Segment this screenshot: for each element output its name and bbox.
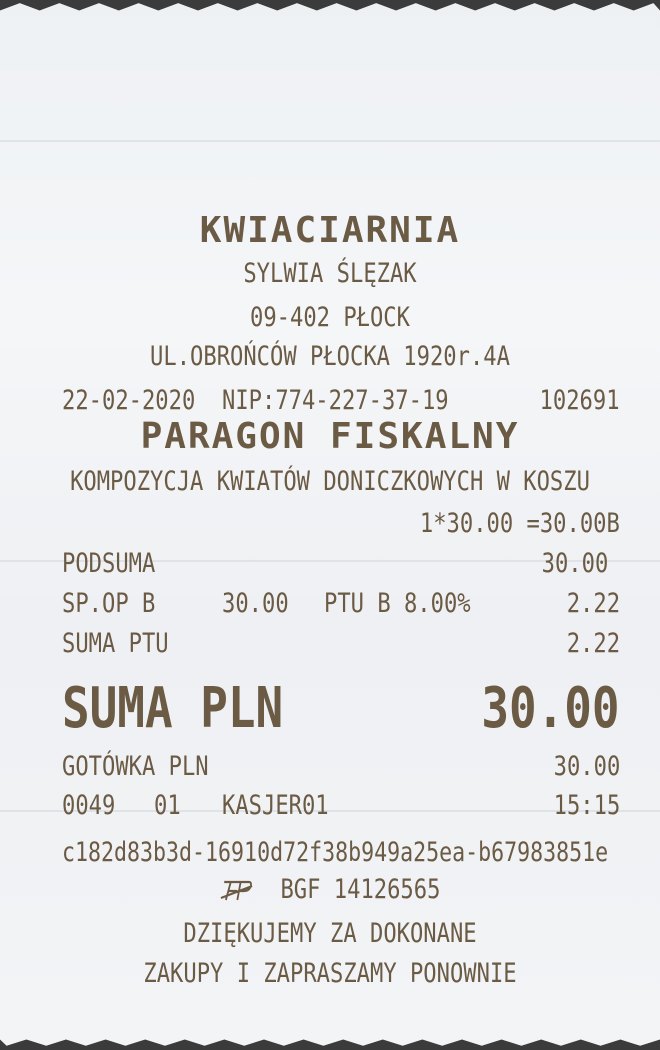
sum-ptu-label: SUMA PTU [62,628,169,659]
cash-label: GOTÓWKA PLN [62,751,209,782]
cashier-id: KASJER01 [222,790,329,821]
ptu-value: 2.22 [566,588,620,619]
cash-value: 30.00 [553,751,620,782]
sum-ptu-value: 2.22 [566,628,620,659]
item-qty-price: 1*30.00 =30.00B [420,508,620,539]
till-sub-number: 01 [154,790,181,821]
cash-row [62,750,620,784]
receipt-time: 15:15 [553,790,620,821]
item-row [62,507,620,541]
receipt-date: 22-02-2020 [62,385,196,416]
fiscal-id-row [59,873,600,907]
sp-label: SP.OP B [62,588,156,619]
cashier-row [62,789,620,823]
fiscal-logo-icon [220,878,256,904]
shop-city: 09-402 PŁOCK [250,302,410,333]
thanks-line-1: DZIĘKUJEMY ZA DOKONANE [183,918,477,949]
shop-street: UL.OBROŃCÓW PŁOCKA 1920r.4A [150,341,510,372]
subtotal-row [62,547,620,581]
subtotal-label: PODSUMA [62,548,156,579]
meta-row [62,384,620,418]
total-row [62,677,620,741]
thanks-line-2: ZAKUPY I ZAPRASZAMY PONOWNIE [143,958,517,989]
nip-number: NIP:774-227-37-19 [222,385,449,416]
sp-value: 30.00 [222,588,289,619]
receipt-number: 102691 [540,385,620,416]
till-number: 0049 [62,790,116,821]
shop-name: KWIACIARNIA [199,210,461,251]
ptu-label: PTU B 8.00% [324,588,471,619]
fiscal-id: BGF 14126565 [280,874,441,905]
owner-name: SYLWIA ŚLĘZAK [243,258,417,289]
item-name: KOMPOZYCJA KWIATÓW DONICZKOWYCH W KOSZU [70,466,590,497]
total-value: 30.00 [481,676,620,741]
subtotal-value: 30.00 [541,548,608,579]
receipt-hash: c182d83b3d-16910d72f38b949a25ea-b67983851e [62,837,609,868]
total-label: SUMA PLN [62,676,284,741]
receipt-title: PARAGON FISKALNY [140,416,520,457]
sum-ptu-row [62,627,620,661]
vat-row [62,587,620,621]
